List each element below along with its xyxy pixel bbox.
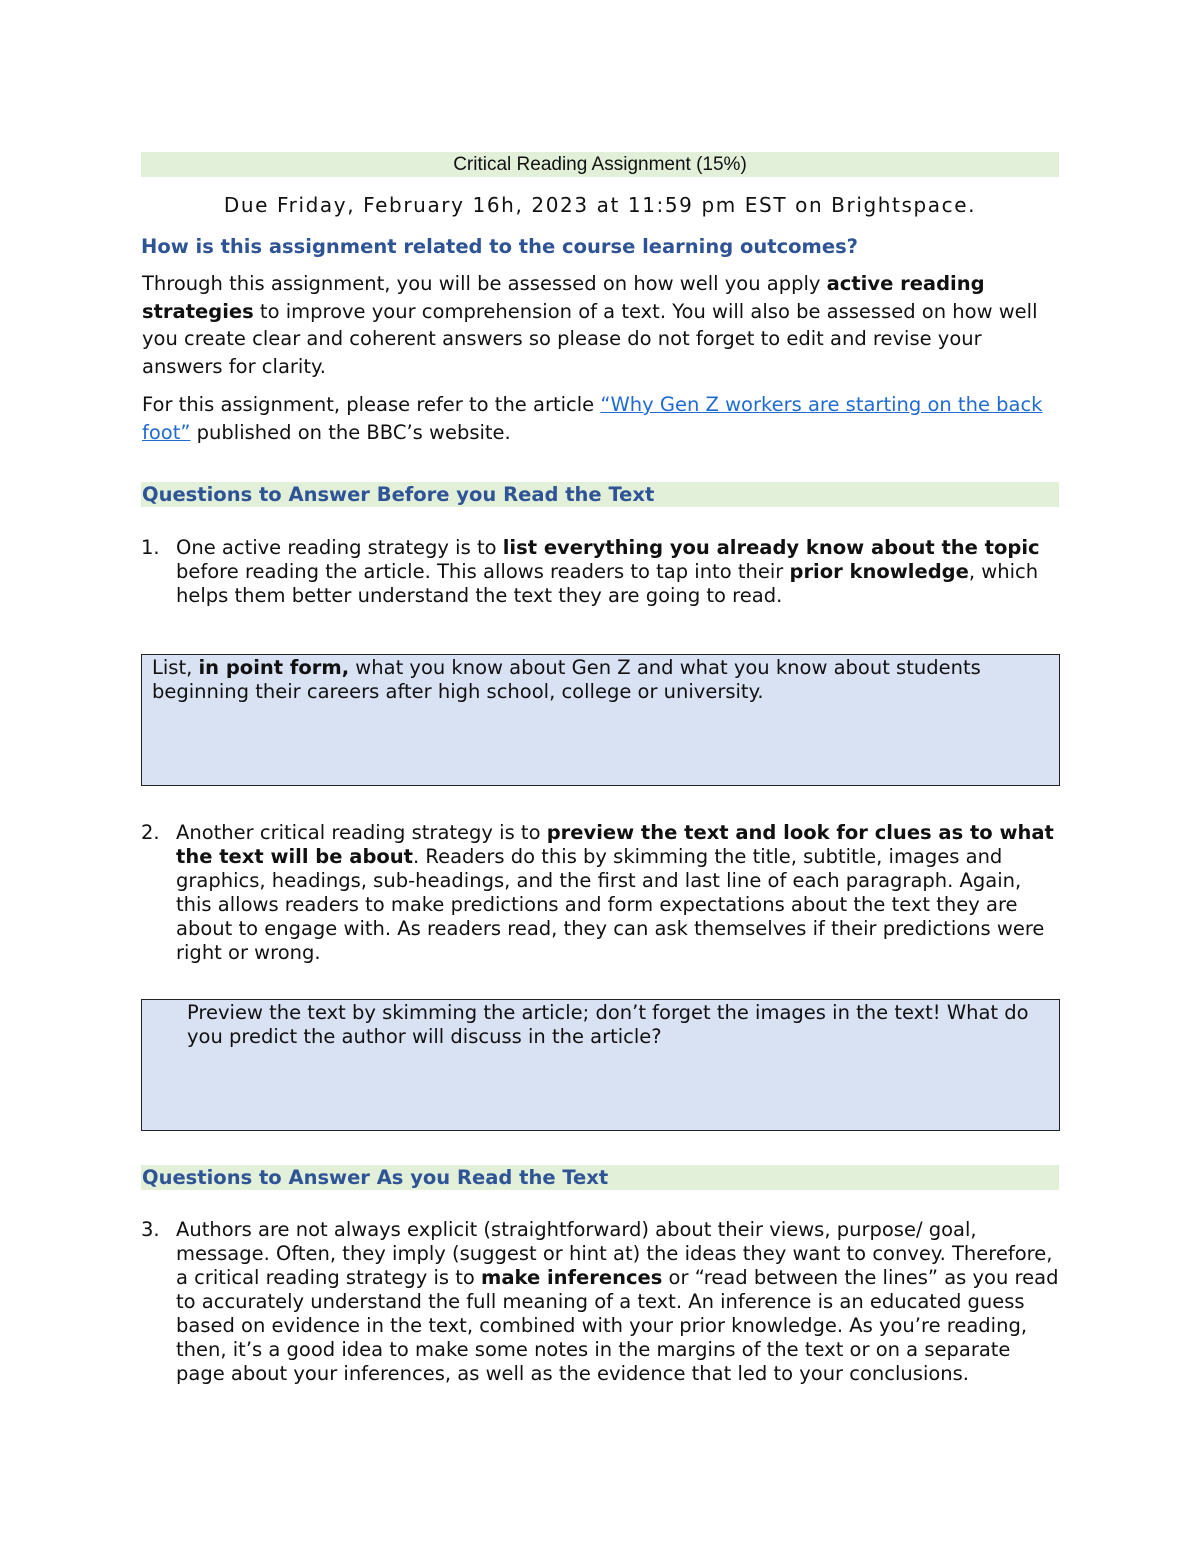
question-text: . Readers do this by skimming the title, subtitle, images and graphics, headings, sub-headings, and the first and last line of each paragraph. Again, this allows readers to make predictions and form expectations about the text they are about to engage with. As readers read, they can ask themselves if their predictions were right or wrong. bbox=[176, 845, 1045, 964]
intro-text: Through this assignment, you will be assessed on how well you apply bbox=[142, 272, 827, 295]
question-number: 1. bbox=[141, 536, 160, 559]
answer-box-1[interactable] bbox=[141, 654, 1060, 786]
box-bold: in point form, bbox=[198, 656, 350, 679]
outcomes-heading: How is this assignment related to the course learning outcomes? bbox=[141, 235, 858, 258]
question-2 bbox=[141, 821, 1059, 965]
question-text: Another critical reading strategy is to bbox=[176, 821, 547, 844]
question-text: , which helps them better understand the text they are going to read. bbox=[176, 560, 1039, 607]
answer-box-2[interactable] bbox=[141, 999, 1060, 1131]
due-date: Due Friday, February 16h, 2023 at 11:59 pm EST on Brightspace. bbox=[223, 193, 977, 217]
article-text: For this assignment, please refer to the article bbox=[142, 393, 601, 416]
article-link[interactable]: “Why Gen Z workers are starting on the back foot” bbox=[142, 393, 1043, 444]
article-paragraph bbox=[141, 391, 1059, 446]
question-1 bbox=[141, 536, 1059, 608]
question-bold: preview the text and look for clues as to what the text will be about bbox=[176, 821, 1054, 868]
document-content bbox=[141, 152, 1059, 1386]
box-text: what you know about Gen Z and what you know about students beginning their careers after high school, college or university. bbox=[152, 656, 981, 703]
question-3 bbox=[141, 1218, 1059, 1386]
intro-bold: active reading strategies bbox=[142, 272, 985, 323]
question-bold: prior knowledge bbox=[789, 560, 969, 583]
box-text: Preview the text by skimming the article; don’t forget the images in the text! What do you predict the author will discuss in the article? bbox=[187, 1001, 1029, 1048]
article-text-rest: published on the BBC’s website. bbox=[190, 420, 511, 444]
question-number: 3. bbox=[141, 1218, 160, 1241]
assignment-title: Critical Reading Assignment (15%) bbox=[141, 152, 1059, 177]
question-text: Authors are not always explicit (straightforward) about their views, purpose/ goal, message. Often, they imply (suggest or hint at) the ideas they want to convey. Therefore, a critical reading strategy is to bbox=[176, 1218, 1053, 1289]
section-heading-as: Questions to Answer As you Read the Text bbox=[141, 1165, 1059, 1190]
question-bold: list everything you already know about the topic bbox=[502, 536, 1040, 559]
box-text: List, bbox=[152, 656, 199, 679]
question-text: before reading the article. This allows readers to tap into their bbox=[176, 560, 790, 583]
question-text: One active reading strategy is to bbox=[176, 536, 503, 559]
question-number: 2. bbox=[141, 821, 160, 844]
question-bold: make inferences bbox=[481, 1266, 663, 1289]
intro-paragraph bbox=[141, 270, 1059, 380]
intro-text-rest: to improve your comprehension of a text. You will also be assessed on how well you create clear and coherent answers so please do not forget to edit and revise your answers for clarity. bbox=[142, 299, 1038, 378]
section-heading-before: Questions to Answer Before you Read the Text bbox=[141, 482, 1059, 507]
question-text: or “read between the lines” as you read to accurately understand the full meaning of a text. An inference is an educated guess based on evidence in the text, combined with your prior knowledge. As you’re reading, then, it’s a good idea to make some notes in the margins of the text or on a separate page about your inferences, as well as the evidence that led to your conclusions. bbox=[176, 1266, 1059, 1385]
